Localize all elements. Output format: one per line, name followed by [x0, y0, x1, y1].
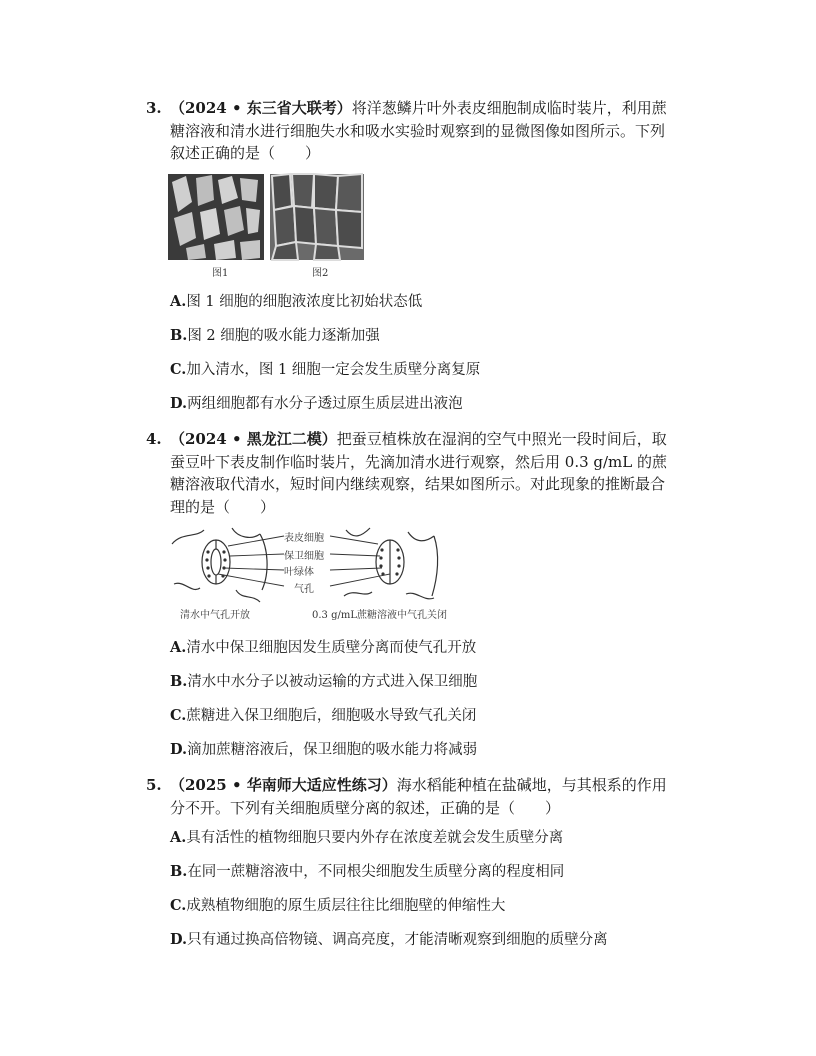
label-guard-cell: 保卫细胞 [284, 551, 324, 562]
figure-caption-open: 清水中气孔开放 [180, 610, 250, 621]
option-c[interactable]: C.成熟植物细胞的原生质层往往比细胞壁的伸缩性大 [170, 897, 506, 914]
question-number: 4. [146, 430, 162, 448]
question-stem: （2025 • 华南师大适应性练习）海水稻能种植在盐碱地，与其根系的作用 分不开。下列有关细胞质壁分离的叙述，正确的是（ ） [170, 776, 667, 817]
question-3 [146, 97, 686, 165]
question-5 [146, 774, 686, 819]
option-b[interactable]: B.清水中水分子以被动运输的方式进入保卫细胞 [170, 673, 478, 690]
option-a[interactable]: A.清水中保卫细胞因发生质壁分离而使气孔开放 [170, 639, 477, 656]
question-number: 3. [146, 99, 162, 117]
option-d[interactable]: D.滴加蔗糖溶液后，保卫细胞的吸水能力将减弱 [170, 741, 478, 758]
option-b[interactable]: B.在同一蔗糖溶液中，不同根尖细胞发生质壁分离的程度相同 [170, 863, 565, 880]
question-source: （2024 • 东三省大联考） [170, 99, 352, 117]
question-source: （2024 • 黑龙江二模） [170, 430, 337, 448]
label-stoma: 气孔 [294, 584, 314, 595]
figure-caption-2: 图2 [312, 268, 329, 279]
label-chloroplast: 叶绿体 [284, 567, 314, 578]
option-a[interactable]: A.图 1 细胞的细胞液浓度比初始状态低 [170, 293, 423, 310]
micrograph-1 [168, 174, 264, 260]
question-stem: （2024 • 东三省大联考）将洋葱鳞片叶外表皮细胞制成临时装片，利用蔗 糖溶液和清水进行细胞失水和吸水实验时观察到的显微图像如图所示。下列 叙述正确的是（ ） [170, 99, 667, 162]
option-c[interactable]: C.蔗糖进入保卫细胞后，细胞吸水导致气孔关闭 [170, 707, 477, 724]
question-number: 5. [146, 776, 162, 794]
question-4 [146, 428, 686, 518]
micrograph-2 [270, 174, 364, 260]
option-b[interactable]: B.图 2 细胞的吸水能力逐渐加强 [170, 327, 380, 344]
label-epidermal-cell: 表皮细胞 [284, 533, 324, 544]
question-source: （2025 • 华南师大适应性练习） [170, 776, 397, 794]
option-d[interactable]: D.两组细胞都有水分子透过原生质层进出液泡 [170, 395, 463, 412]
figure-caption-closed: 0.3 g/mL蔗糖溶液中气孔关闭 [312, 610, 447, 621]
option-c[interactable]: C.加入清水，图 1 细胞一定会发生质壁分离复原 [170, 361, 481, 378]
option-d[interactable]: D.只有通过换高倍物镜、调高亮度，才能清晰观察到细胞的质壁分离 [170, 931, 608, 948]
figure-caption-1: 图1 [212, 268, 229, 279]
micrograph-figure [168, 172, 364, 262]
question-stem: （2024 • 黑龙江二模）把蚕豆植株放在湿润的空气中照光一段时间后，取 蚕豆叶下表皮制作临时装片，先滴加清水进行观察，然后用 0.3 g/mL 的蔗 糖溶液取代清水，短时间内继续观察，结果如图所示。对此现象的推断最合 理的是（ ） [170, 430, 668, 516]
option-a[interactable]: A.具有活性的植物细胞只要内外存在浓度差就会发生质壁分离 [170, 829, 564, 846]
